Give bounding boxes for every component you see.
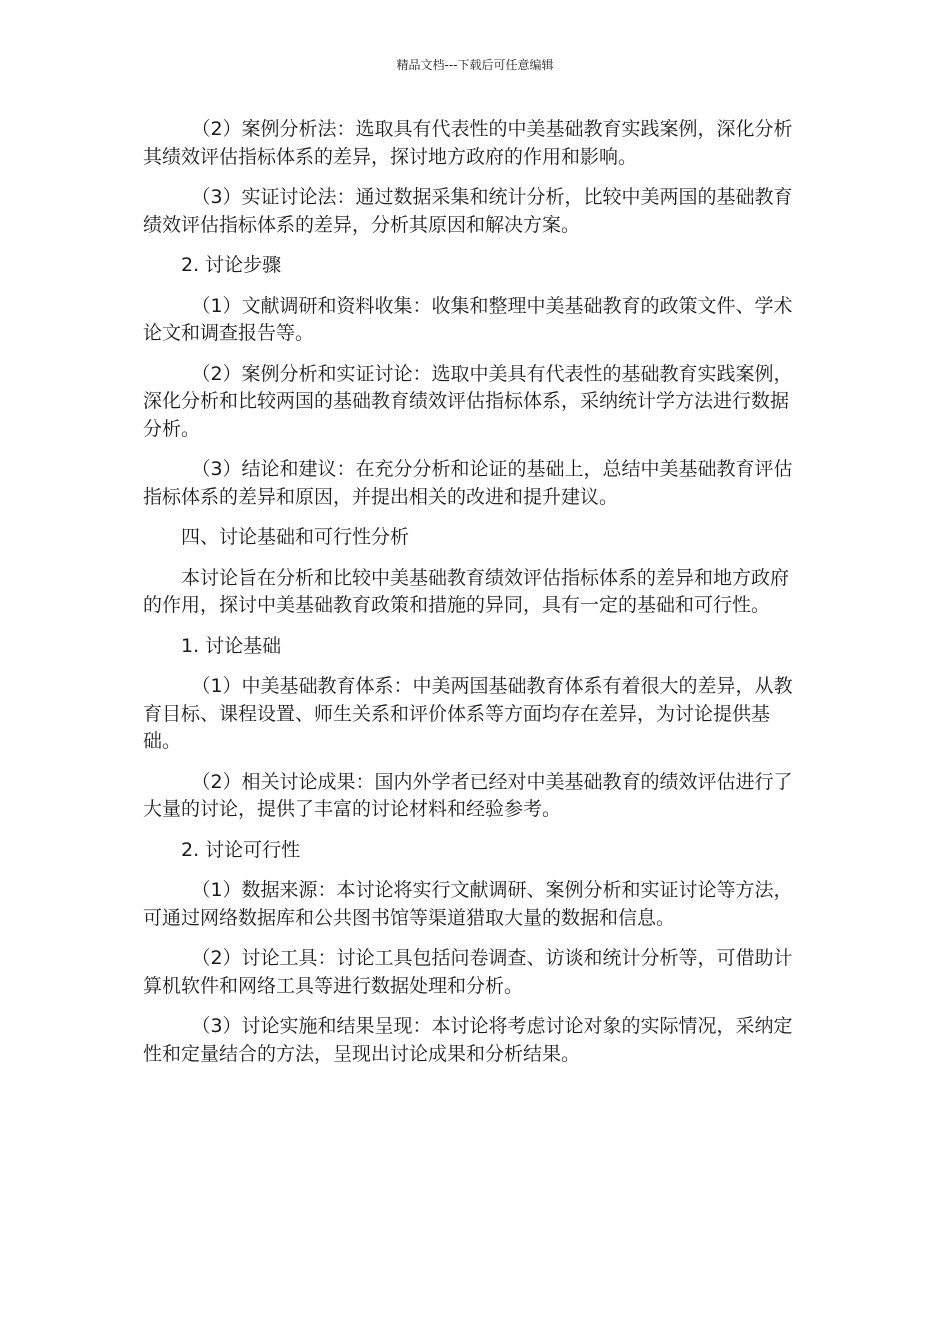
page-header: 精品文档---下载后可任意编辑 — [396, 58, 554, 72]
paragraph: （2）案例分析法：选取具有代表性的中美基础教育实践案例，深化分析其绩效评估指标体系的差异，探讨地方政府的作用和影响。 — [143, 118, 793, 168]
paragraph: （3）实证讨论法：通过数据采集和统计分析，比较中美两国的基础教育绩效评估指标体系的差异，分析其原因和解决方案。 — [143, 186, 793, 236]
paragraph: （1）数据来源：本讨论将实行文献调研、案例分析和实证讨论等方法，可通过网络数据库和公共图书馆等渠道猎取大量的数据和信息。 — [143, 879, 793, 929]
section-heading: 1. 讨论基础 — [181, 634, 282, 657]
paragraph: （3）讨论实施和结果呈现：本讨论将考虑讨论对象的实际情况，采纳定性和定量结合的方法，呈现出讨论成果和分析结果。 — [143, 1015, 793, 1065]
section-heading: 2. 讨论步骤 — [181, 254, 282, 276]
paragraph: （1）文献调研和资料收集：收集和整理中美基础教育的政策文件、学术论文和调查报告等。 — [143, 294, 793, 344]
paragraph: （2）讨论工具：讨论工具包括问卷调查、访谈和统计分析等，可借助计算机软件和网络工具等进行数据处理和分析。 — [143, 947, 793, 997]
paragraph: 本讨论旨在分析和比较中美基础教育绩效评估指标体系的差异和地方政府的作用，探讨中美基础教育政策和措施的异同，具有一定的基础和可行性。 — [143, 566, 790, 616]
paragraph: （2）相关讨论成果：国内外学者已经对中美基础教育的绩效评估进行了大量的讨论，提供了丰富的讨论材料和经验参考。 — [143, 770, 793, 820]
paragraph: （2）案例分析和实证讨论：选取中美具有代表性的基础教育实践案例，深化分析和比较两国的基础教育绩效评估指标体系，采纳统计学方法进行数据分析。 — [143, 362, 793, 440]
section-heading: 2. 讨论可行性 — [181, 838, 301, 861]
paragraph: （3）结论和建议：在充分分析和论证的基础上，总结中美基础教育评估指标体系的差异和原因，并提出相关的改进和提升建议。 — [143, 458, 793, 508]
paragraph: （1）中美基础教育体系：中美两国基础教育体系有着很大的差异，从教育目标、课程设置、师生关系和评价体系等方面均存在差异，为讨论提供基础。 — [143, 675, 793, 752]
section-heading: 四、讨论基础和可行性分析 — [181, 526, 410, 548]
document-body — [143, 116, 807, 1081]
